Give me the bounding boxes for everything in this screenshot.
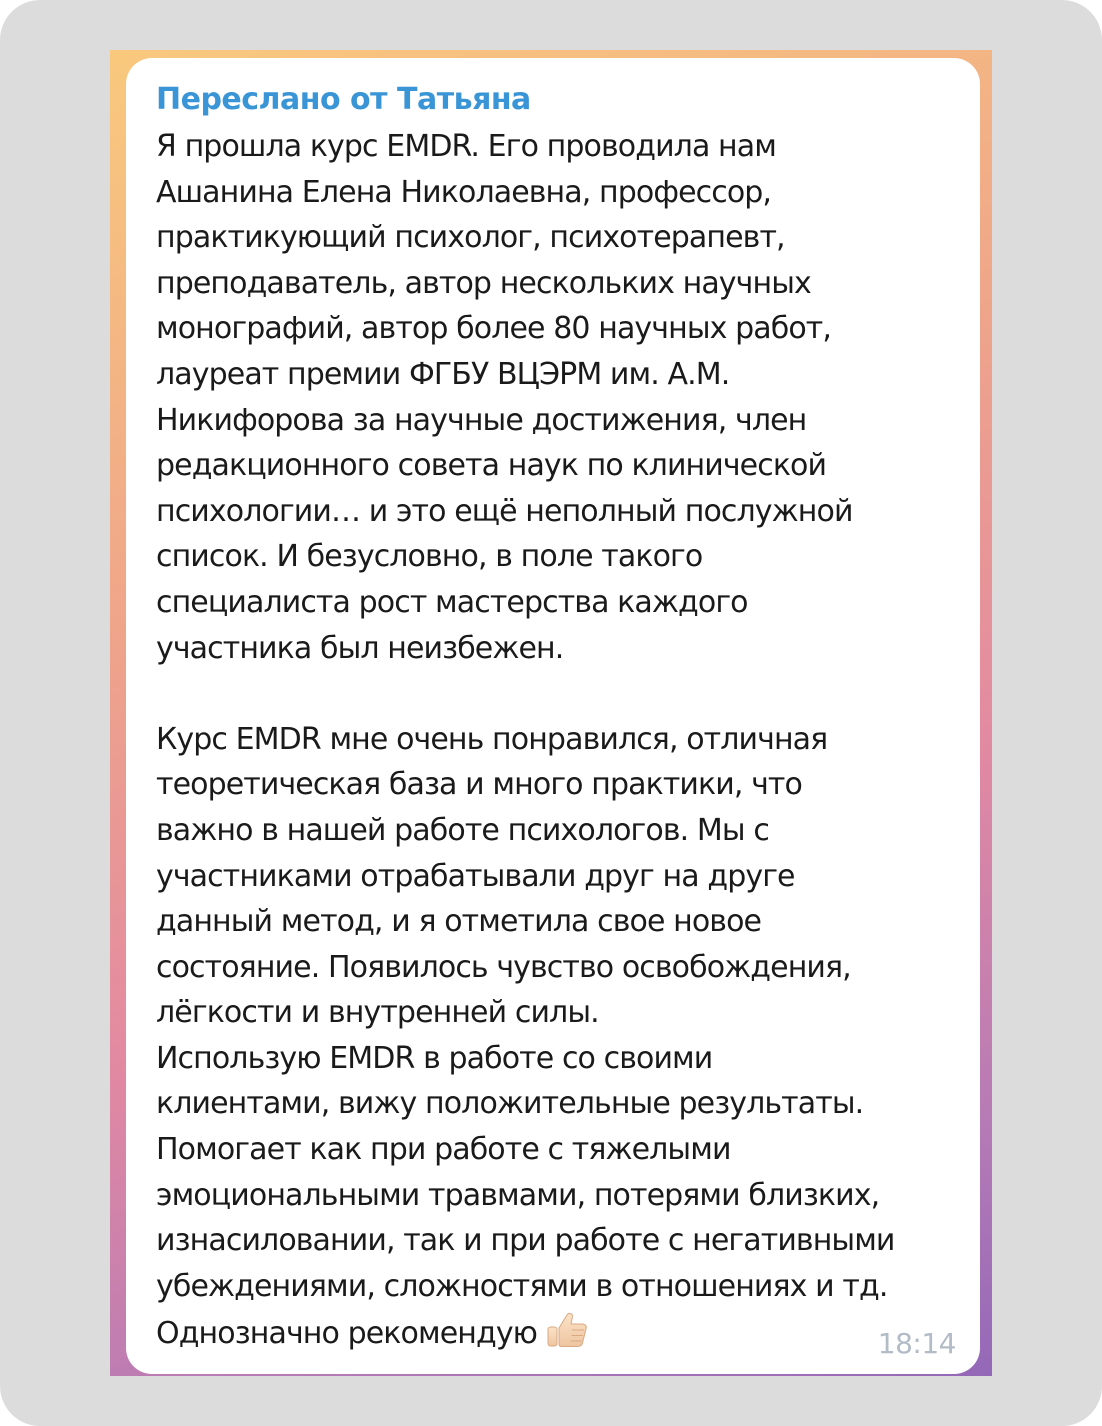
message-line: лауреат премии ФГБУ ВЦЭРМ им. А.М. [156, 356, 730, 392]
message-line: список. И безусловно, в поле такого [156, 539, 703, 575]
message-line: редакционного совета наук по клинической [156, 448, 827, 484]
message-line: Однозначно рекомендую [156, 1316, 538, 1352]
message-line: Я прошла курс EMDR. Его проводила нам [156, 129, 776, 164]
message-line: участника был неизбежен. [156, 630, 564, 666]
message-line: психологии… и это ещё неполный послужной [156, 493, 853, 529]
message-bubble[interactable] [126, 58, 980, 1374]
thumbs-up-icon [545, 1309, 589, 1349]
message-line: теоретическая база и много практики, что [156, 767, 802, 803]
message-line: Помогает как при работе с тяжелыми [156, 1132, 731, 1168]
message-line: практикующий психолог, психотерапевт, [156, 220, 785, 256]
message-line-blank [156, 671, 960, 717]
message-line: изнасиловании, так и при работе с негативными [156, 1223, 895, 1259]
message-line: участниками отрабатывали друг на друге [156, 858, 795, 894]
message-line: преподаватель, автор нескольких научных [156, 265, 811, 301]
message-line: Ашанина Елена Николаевна, профессор, [156, 174, 772, 210]
message-line: убеждениями, сложностями в отношениях и тд. [156, 1268, 888, 1304]
message-line: Никифорова за научные достижения, член [156, 402, 807, 438]
message-line: Использую EMDR в работе со своими [156, 1040, 713, 1076]
message-line: лёгкости и внутренней силы. [156, 995, 599, 1031]
message-line: важно в нашей работе психологов. Мы с [156, 812, 769, 848]
message-line-last [156, 1309, 960, 1355]
message-line: специалиста рост мастерства каждого [156, 584, 748, 620]
message-line: Курс EMDR мне очень понравился, отличная [156, 721, 828, 757]
message-timestamp: 18:14 [877, 1327, 956, 1360]
message-text [156, 124, 960, 1355]
message-line: эмоциональными травмами, потерями близких, [156, 1177, 880, 1213]
message-line: данный метод, и я отметила свое новое [156, 904, 762, 940]
forwarded-from-label[interactable]: Переслано от Татьяна [156, 82, 531, 117]
message-line: состояние. Появилось чувство освобождения, [156, 949, 851, 985]
message-line: монографий, автор более 80 научных работ, [156, 311, 831, 347]
message-line: клиентами, вижу положительные результаты. [156, 1086, 864, 1122]
